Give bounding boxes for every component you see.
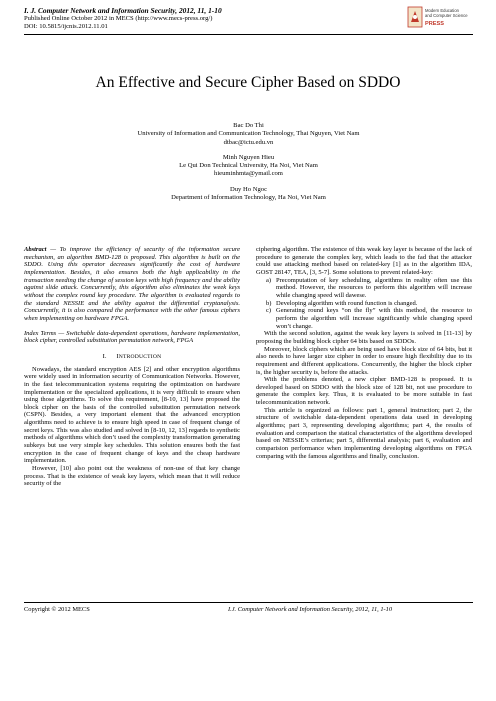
author-email[interactable]: hieuminhmta@ymail.com	[214, 170, 283, 178]
body-paragraph: This article is organized as follows: part 1, general instruction; part 2, the structure of switchable data-dependent operations data used in developing algorithms; part 3, representing developing algorithms; part 4, the results of evaluation and comparison the statical characteristics of the algorithms developed based on NESSIE’s criterias; part 5, differential analysis; part 6, evaluation and comparision performance when implementing developing algorithms on FPGA comparing with the famous algorithms and finally, conclusion.	[256, 406, 472, 460]
right-column	[256, 246, 472, 460]
body-paragraph: With the problems denoted, a new cipher BMD-128 is proposed. It is developed based on SDDO with the block size of 128 bit, not use procedure to generate the complex key. Thus, it is evaluated to be more suitable in fast telecommunication network.	[256, 376, 472, 407]
journal-name: I. J. Computer Network and Information Security, 2012, 11, 1-10	[24, 6, 222, 15]
author-name: Bac Do Thi	[233, 122, 264, 129]
list-item: a) Precomputation of key scheduling, algorithms in reality often use this method. However, the resources to perform this algorithm will increase while changing speed will dawese.	[266, 276, 472, 299]
abstract-text: — To improve the efficiency of security of the information secure mechanism, an algorithm BMD-128 is proposed. This algorithm is built on the SDDO. Using this operator decreases significantly the cost of hardware implementation. Besides, it also ensures both the high applicability in the transaction needing the change of session keys with high frequency and the ability against slide attack. Concurrently, this algorithm also eliminates the week keys without the complex round key procedure. The algorithm is evaluated regards to the standard NESSIE and the ability against the differential cryptanalysis. Concurrently, it is also compared the performance with the other famous ciphers when implementing on hardware FPGA.	[24, 246, 240, 322]
journal-header	[24, 6, 374, 32]
body-paragraph: Nowadays, the standard encryption AES [2] and other encryption algorithms were widely used in information security of Communication Networks. However, in the fast telecommunication systems requiring the optimization on hardware implementation or the specialized applications, it is very difficult to ensure when using those algorithms. To solve this requirement, [8-10, 13] have proposed the block cipher on the basis of the controlled substitution permutation network (CSPN). Besides, a very important element that the advanced encryption algorithms need to achieve is to ensure high speed in case of frequent change of secret keys. This was also studied and solved in [8-10, 12, 13] regards to synthetic methods of algorithms which don’t used the complexity transformation generating subkeys but use very simple key schedules. This solution ensures both the fast encryption in the case of frequent change of keys and the cheap hardware implementation.	[24, 365, 240, 465]
list-item: b) Developing algorithm with round function is changed.	[266, 299, 418, 307]
index-terms	[24, 330, 240, 345]
section-heading-introduction: I. INTRODUCTION	[102, 352, 162, 360]
author-affiliation: Department of Information Technology, Ha Noi, Viet Nam	[171, 194, 326, 202]
abstract	[24, 246, 240, 323]
abstract-label: Abstract	[24, 246, 47, 253]
body-paragraph: Moreover, block ciphers which are being used have block size of 64 bits, but it also needs to have larger size cipher in order to ensure high flexibility due to its requirement and different applications. Concurrently, the higher the block cipher is, the higher security is, before the attacks.	[256, 345, 472, 376]
body-paragraph: However, [10] also point out the weakness of non-use of that key change process. That is the existence of weak key layers, which mean that it will reduce security of the	[24, 465, 240, 488]
body-paragraph: ciphering algorithm. The existence of this weak key layer is because of the lack of procedure to generate the complex key, which leads to the fad that the attacker could use attacking method based on related-key [1] as in the algorithm IDA, GOST 28147, TEA, [3, 5-7]. Some solutions to prevent related-key:	[256, 246, 472, 276]
body-paragraph: With the second solution, against the weak key layers is solved in [11-13] by proposing the building block cipher 64 bits based on SDDOs.	[256, 330, 472, 345]
footer-rule	[24, 602, 473, 603]
list-item: c) Generating round keys “on the fly” with this method, the resource to perform the algorithm will increase significantly while changing speed won’t change.	[266, 307, 472, 330]
publisher-logo	[407, 4, 471, 32]
footer-copyright: Copyright © 2012 MECS	[24, 606, 90, 613]
author-block	[24, 122, 473, 202]
index-terms-label: Index Terms	[24, 329, 57, 337]
author-name: Minh Nguyen Hieu	[222, 153, 275, 161]
left-column	[24, 246, 240, 488]
paper-title: An Effective and Secure Cipher Based on SDDO	[95, 74, 401, 91]
index-terms-text: — Switchable data-dependent operations, hardware implementation, block cipher, controlled substitution permutation network, FPGA	[24, 329, 240, 345]
author-name: Duy Ho Ngoc	[230, 185, 267, 193]
published-line: Published Online October 2012 in MECS (http://www.mecs-press.org/)	[24, 15, 213, 22]
svg-text:PRESS: PRESS	[425, 21, 444, 27]
footer-journal: I.J. Computer Network and Information Security, 2012, 11, 1-10	[228, 606, 393, 613]
author-email[interactable]: dtbac@ictu.edu.vn	[223, 138, 274, 146]
solution-list	[256, 277, 472, 331]
author-affiliation: University of Information and Communication Technology, Thai Nguyen, Viet Nam	[137, 130, 360, 138]
svg-text:Modern Education: Modern Education	[425, 8, 459, 13]
doi-line: DOI: 10.5815/ijcnis.2012.11.01	[24, 23, 108, 31]
header-rule	[24, 34, 473, 35]
svg-text:and Computer Science: and Computer Science	[425, 13, 468, 18]
author-affiliation: Le Qui Don Technical University, Ha Noi, Viet Nam	[179, 162, 318, 170]
